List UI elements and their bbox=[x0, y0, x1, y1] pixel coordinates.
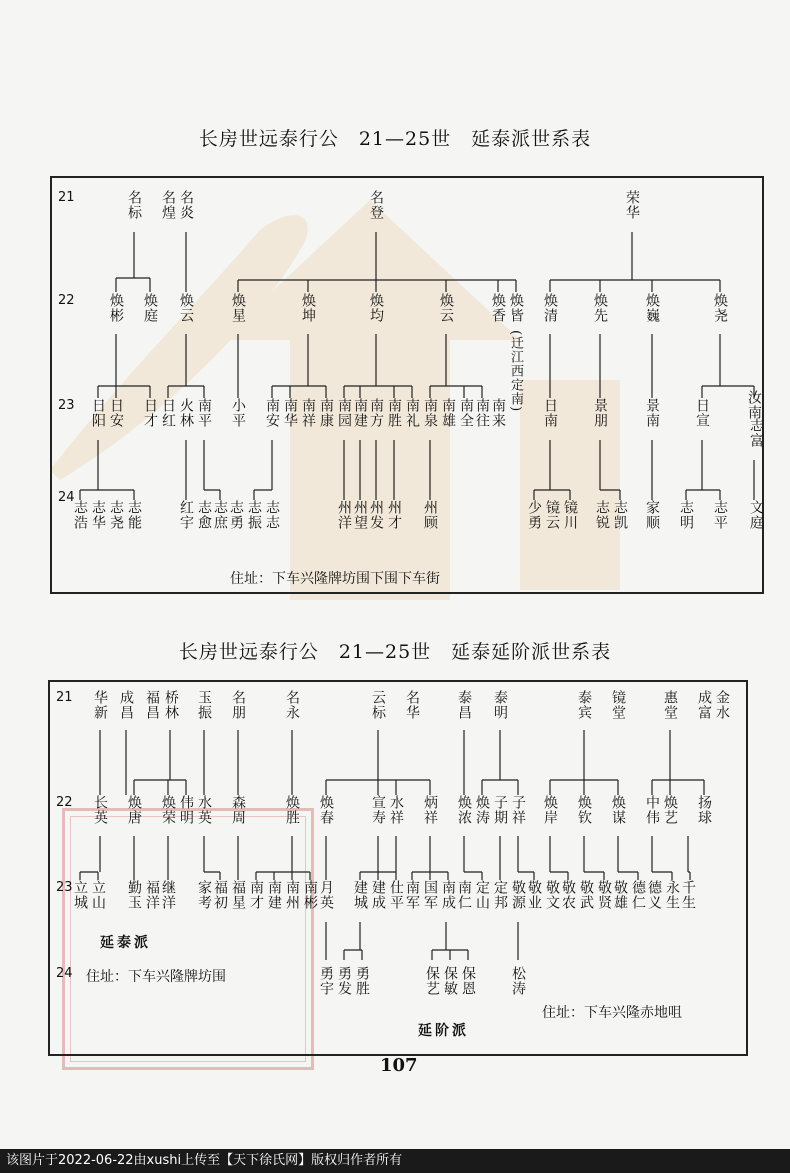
person-name: 志尧 bbox=[108, 500, 124, 530]
person-name: 焕艺 bbox=[662, 795, 678, 825]
person-name: 福昌 bbox=[144, 690, 160, 720]
person-name: 南雄 bbox=[440, 398, 456, 428]
person-name: 焕清 bbox=[542, 293, 558, 323]
person-name: 勤玉 bbox=[126, 880, 142, 910]
table2-title: 长房世远泰行公 21—25世 延泰延阶派世系表 bbox=[178, 641, 612, 663]
upload-attribution-footer: 该图片于2022-06-22由xushi上传至【天下徐氏网】版权归作者所有 bbox=[0, 1149, 790, 1173]
person-name: 志庶 bbox=[212, 500, 228, 530]
person-name: 国军 bbox=[422, 880, 438, 910]
person-name: 森周 bbox=[230, 795, 246, 825]
person-name: 月英 bbox=[318, 880, 334, 910]
person-name: 焕彬 bbox=[108, 293, 124, 323]
person-name: 汝南 bbox=[746, 390, 762, 420]
person-name: 焕坤 bbox=[300, 293, 316, 323]
person-name: 南建 bbox=[266, 880, 282, 910]
table1-address: 住址：下车兴隆牌坊围下围下车街 bbox=[230, 571, 440, 587]
person-name: 南泉 bbox=[422, 398, 438, 428]
person-name: 敬武 bbox=[578, 880, 594, 910]
generation-label: 21 bbox=[56, 690, 73, 705]
person-name: 南成 bbox=[440, 880, 456, 910]
person-name: 小平 bbox=[230, 398, 246, 428]
person-name: 焕春 bbox=[318, 795, 334, 825]
person-name: 定山 bbox=[474, 880, 490, 910]
generation-label: 24 bbox=[58, 490, 75, 505]
branch-label-yantai: 延泰派 bbox=[100, 935, 151, 951]
generation-label: 22 bbox=[56, 795, 73, 810]
generation-label: 23 bbox=[56, 880, 73, 895]
person-name: 保敏 bbox=[442, 966, 458, 996]
person-name: 成富 bbox=[696, 690, 712, 720]
person-name: 焕胜 bbox=[284, 795, 300, 825]
person-name: 志勇 bbox=[228, 500, 244, 530]
person-name: 焕先 bbox=[592, 293, 608, 323]
generation-label: 21 bbox=[58, 190, 75, 205]
person-name: 志浩 bbox=[72, 500, 88, 530]
person-name: 立山 bbox=[90, 880, 106, 910]
person-name: 焕钦 bbox=[576, 795, 592, 825]
person-name: 州发 bbox=[368, 500, 384, 530]
person-name: 敬业 bbox=[526, 880, 542, 910]
person-name: 志明 bbox=[678, 500, 694, 530]
person-name: 福洋 bbox=[144, 880, 160, 910]
person-name: 南州 bbox=[284, 880, 300, 910]
person-name: 州望 bbox=[352, 500, 368, 530]
person-name: 子祥 bbox=[510, 795, 526, 825]
person-name: 日南 bbox=[542, 398, 558, 428]
table2-address-right: 住址：下车兴隆赤地咀 bbox=[542, 1005, 682, 1021]
person-name: 南方 bbox=[368, 398, 384, 428]
person-name: 少勇 bbox=[526, 500, 542, 530]
person-name: 水祥 bbox=[388, 795, 404, 825]
person-name: 荣华 bbox=[624, 190, 640, 220]
person-name: 家顺 bbox=[644, 500, 660, 530]
person-name: 焕庭 bbox=[142, 293, 158, 323]
person-name: 福初 bbox=[212, 880, 228, 910]
person-name: 华新 bbox=[92, 690, 108, 720]
person-name: 敬雄 bbox=[612, 880, 628, 910]
generation-label: 24 bbox=[56, 966, 73, 981]
person-name: 焕云 bbox=[438, 293, 454, 323]
migration-note: (迁江西定南) bbox=[508, 330, 523, 413]
person-name: 定邦 bbox=[492, 880, 508, 910]
person-name: 日红 bbox=[160, 398, 176, 428]
person-name: 玉振 bbox=[196, 690, 212, 720]
person-name: 名登 bbox=[368, 190, 384, 220]
person-name: 泰明 bbox=[492, 690, 508, 720]
person-name: 志志 bbox=[264, 500, 280, 530]
person-name: 日宣 bbox=[694, 398, 710, 428]
person-name: 志富 bbox=[748, 418, 764, 448]
person-name: 焕皆 bbox=[508, 293, 524, 323]
person-name: 名煌 bbox=[160, 190, 176, 220]
person-name: 南来 bbox=[490, 398, 506, 428]
person-name: 镜云 bbox=[544, 500, 560, 530]
person-name: 焕谋 bbox=[610, 795, 626, 825]
person-name: 仕平 bbox=[388, 880, 404, 910]
person-name: 德仁 bbox=[630, 880, 646, 910]
person-name: 日才 bbox=[142, 398, 158, 428]
person-name: 焕星 bbox=[230, 293, 246, 323]
person-name: 泰宾 bbox=[576, 690, 592, 720]
person-name: 志华 bbox=[90, 500, 106, 530]
person-name: 景南 bbox=[644, 398, 660, 428]
person-name: 南华 bbox=[282, 398, 298, 428]
person-name: 日阳 bbox=[90, 398, 106, 428]
person-name: 南才 bbox=[248, 880, 264, 910]
person-name: 州才 bbox=[386, 500, 402, 530]
person-name: 南往 bbox=[474, 398, 490, 428]
person-name: 勇发 bbox=[336, 966, 352, 996]
person-name: 南仁 bbox=[456, 880, 472, 910]
person-name: 敬文 bbox=[544, 880, 560, 910]
person-name: 南平 bbox=[196, 398, 212, 428]
person-name: 焕唐 bbox=[126, 795, 142, 825]
person-name: 桥林 bbox=[163, 690, 179, 720]
person-name: 志平 bbox=[712, 500, 728, 530]
generation-label: 22 bbox=[58, 293, 75, 308]
person-name: 云标 bbox=[370, 690, 386, 720]
person-name: 敬源 bbox=[510, 880, 526, 910]
page-number: 107 bbox=[380, 1055, 418, 1076]
person-name: 南园 bbox=[336, 398, 352, 428]
person-name: 长英 bbox=[92, 795, 108, 825]
person-name: 焕巍 bbox=[644, 293, 660, 323]
person-name: 家考 bbox=[196, 880, 212, 910]
person-name: 焕荣 bbox=[160, 795, 176, 825]
person-name: 志愈 bbox=[196, 500, 212, 530]
person-name: 建成 bbox=[370, 880, 386, 910]
person-name: 南康 bbox=[318, 398, 334, 428]
person-name: 水英 bbox=[196, 795, 212, 825]
person-name: 志振 bbox=[246, 500, 262, 530]
person-name: 金水 bbox=[714, 690, 730, 720]
table1-title: 长房世远泰行公 21—25世 延泰派世系表 bbox=[198, 128, 592, 150]
person-name: 勇胜 bbox=[354, 966, 370, 996]
branch-label-yanjie: 延阶派 bbox=[418, 1023, 469, 1039]
person-name: 南安 bbox=[264, 398, 280, 428]
person-name: 伟明 bbox=[178, 795, 194, 825]
person-name: 成昌 bbox=[118, 690, 134, 720]
person-name: 南军 bbox=[404, 880, 420, 910]
person-name: 景朋 bbox=[592, 398, 608, 428]
person-name: 保恩 bbox=[460, 966, 476, 996]
person-name: 南胜 bbox=[386, 398, 402, 428]
person-name: 惠堂 bbox=[662, 690, 678, 720]
person-name: 千生 bbox=[680, 880, 696, 910]
person-name: 南祥 bbox=[300, 398, 316, 428]
person-name: 名华 bbox=[404, 690, 420, 720]
person-name: 勇宇 bbox=[318, 966, 334, 996]
person-name: 镜川 bbox=[562, 500, 578, 530]
person-name: 火林 bbox=[178, 398, 194, 428]
person-name: 中伟 bbox=[644, 795, 660, 825]
person-name: 宣寿 bbox=[370, 795, 386, 825]
person-name: 敬农 bbox=[560, 880, 576, 910]
person-name: 日安 bbox=[108, 398, 124, 428]
person-name: 南彬 bbox=[302, 880, 318, 910]
person-name: 焕岸 bbox=[542, 795, 558, 825]
person-name: 州洋 bbox=[336, 500, 352, 530]
person-name: 立城 bbox=[72, 880, 88, 910]
person-name: 志能 bbox=[126, 500, 142, 530]
person-name: 扬球 bbox=[696, 795, 712, 825]
person-name: 南建 bbox=[352, 398, 368, 428]
person-name: 焕尧 bbox=[712, 293, 728, 323]
generation-label: 23 bbox=[58, 398, 75, 413]
person-name: 焕香 bbox=[490, 293, 506, 323]
person-name: 州顾 bbox=[422, 500, 438, 530]
person-name: 红宇 bbox=[178, 500, 194, 530]
person-name: 南全 bbox=[458, 398, 474, 428]
person-name: 志锐 bbox=[594, 500, 610, 530]
person-name: 建城 bbox=[352, 880, 368, 910]
person-name: 永生 bbox=[664, 880, 680, 910]
person-name: 名永 bbox=[284, 690, 300, 720]
person-name: 焕浓 bbox=[456, 795, 472, 825]
person-name: 子期 bbox=[492, 795, 508, 825]
person-name: 保艺 bbox=[424, 966, 440, 996]
person-name: 镜堂 bbox=[610, 690, 626, 720]
table2-address-left: 住址：下车兴隆牌坊围 bbox=[86, 969, 226, 985]
person-name: 炳祥 bbox=[422, 795, 438, 825]
person-name: 名标 bbox=[126, 190, 142, 220]
person-name: 福星 bbox=[230, 880, 246, 910]
person-name: 敬贤 bbox=[596, 880, 612, 910]
person-name: 泰昌 bbox=[456, 690, 472, 720]
person-name: 文庭 bbox=[748, 500, 764, 530]
person-name: 焕云 bbox=[178, 293, 194, 323]
person-name: 松涛 bbox=[510, 966, 526, 996]
person-name: 南礼 bbox=[404, 398, 420, 428]
person-name: 德义 bbox=[646, 880, 662, 910]
person-name: 焕均 bbox=[368, 293, 384, 323]
person-name: 名炎 bbox=[178, 190, 194, 220]
person-name: 继洋 bbox=[160, 880, 176, 910]
person-name: 名朋 bbox=[230, 690, 246, 720]
person-name: 焕涛 bbox=[474, 795, 490, 825]
person-name: 志凯 bbox=[612, 500, 628, 530]
